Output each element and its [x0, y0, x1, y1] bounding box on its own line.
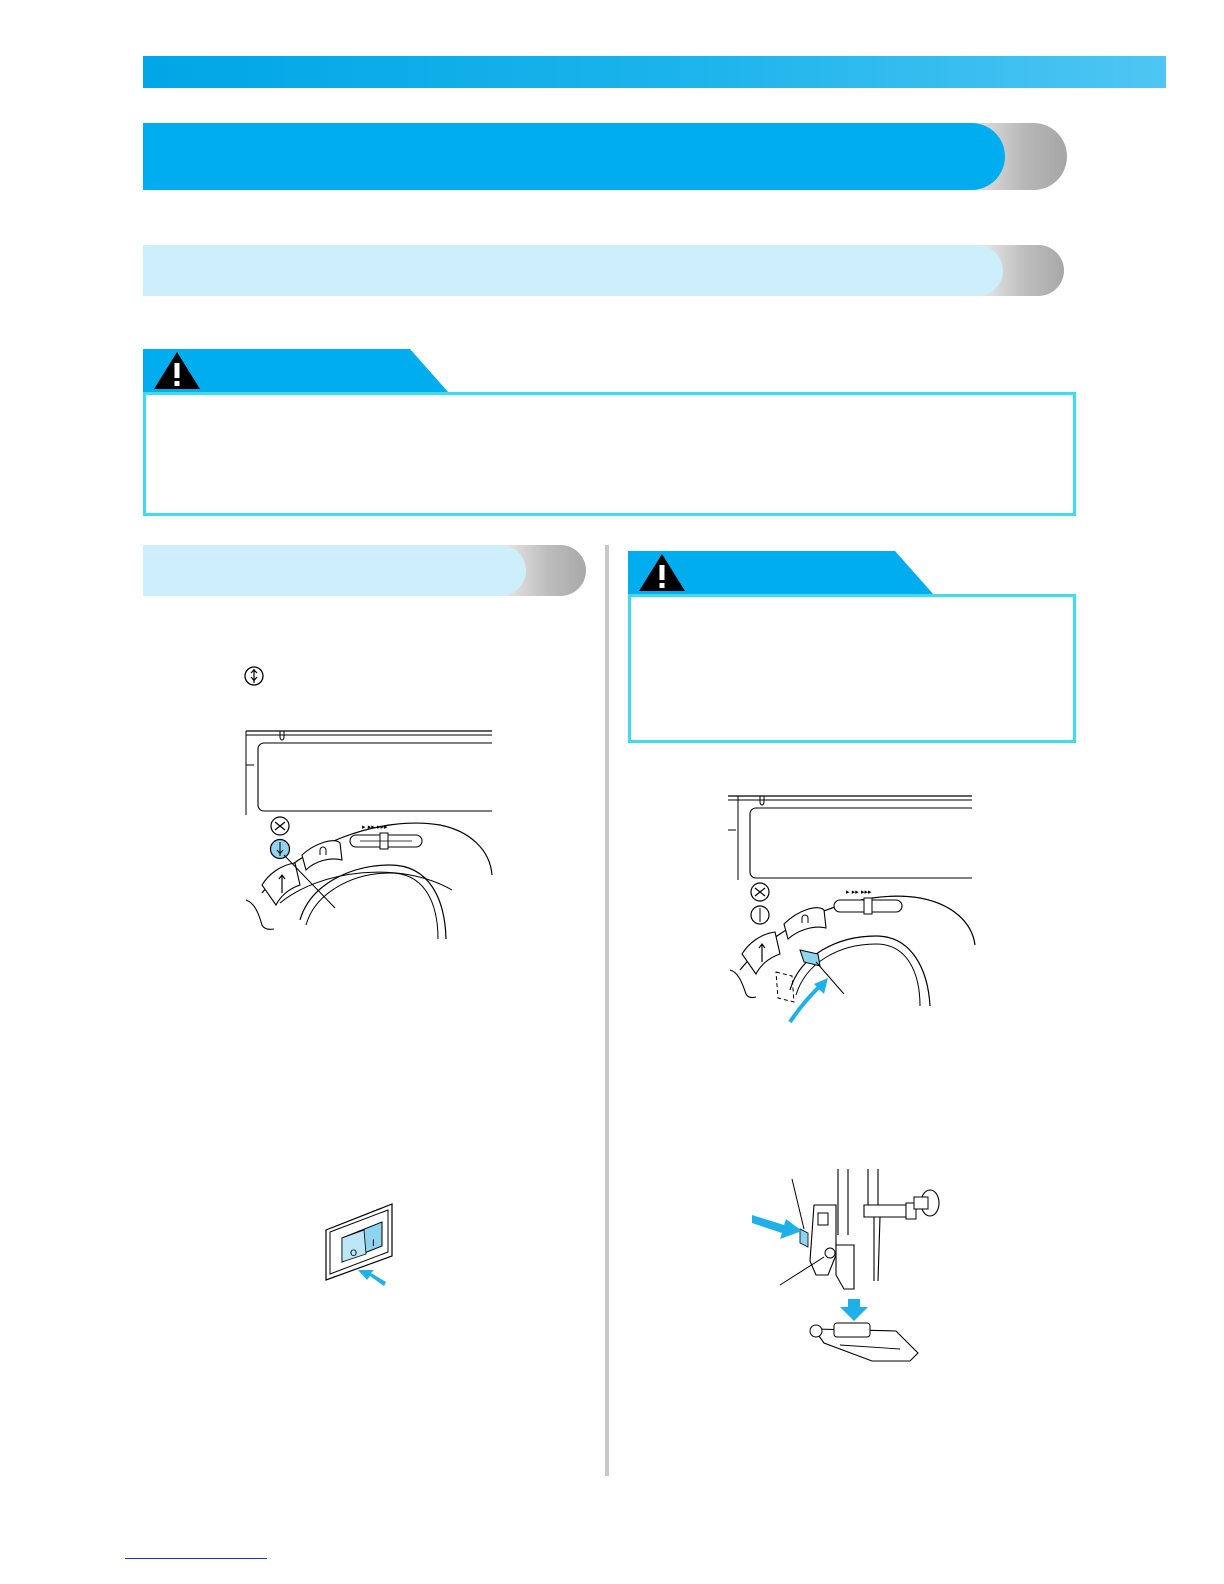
figure-presser-foot-lever: [720, 790, 980, 1030]
svg-text:▸ ▸▸ ▸▸▸: ▸ ▸▸ ▸▸▸: [362, 823, 388, 831]
svg-text:▸ ▸▸ ▸▸▸: ▸ ▸▸ ▸▸▸: [846, 888, 872, 896]
scissors-icon: [271, 817, 289, 835]
warning-tab: [628, 551, 934, 595]
subsection-heading-bar: [143, 545, 586, 596]
footer-link-underline[interactable]: [125, 1558, 267, 1559]
start-stop-icon: [262, 863, 300, 905]
presser-foot-holder: [800, 1205, 854, 1289]
needle-position-button: [271, 840, 290, 859]
reverse-stitch-icon: [302, 841, 342, 870]
title-bar-fill: [143, 123, 1005, 190]
figure-power-switch: [320, 1200, 400, 1292]
start-stop-icon: [742, 932, 780, 974]
arrow-icon: [358, 1270, 386, 1286]
speed-slider-icon: [350, 823, 422, 849]
figure-presser-foot-attach: [750, 1165, 950, 1375]
warning-box: [628, 594, 1076, 743]
figure-needle-position-button: [240, 725, 500, 945]
reverse-stitch-icon: [784, 908, 826, 939]
header-color-strip: [143, 56, 1166, 88]
scissors-icon: [751, 883, 769, 901]
chapter-title-bar: [143, 123, 1067, 190]
section-heading-bar: [143, 245, 1064, 296]
subsection-bar-fill: [143, 545, 526, 596]
speed-slider-icon: [834, 888, 902, 914]
svg-text:O: O: [350, 1249, 358, 1259]
arrow-icon: [790, 978, 828, 1022]
needle-position-icon: [751, 906, 769, 924]
arrow-icon: [840, 1299, 868, 1321]
needle-position-icon: [243, 665, 265, 687]
presser-foot: [810, 1323, 918, 1361]
svg-text:I: I: [372, 1239, 375, 1249]
section-bar-fill: [143, 245, 1003, 296]
column-divider: [605, 545, 609, 1476]
warning-box: [143, 392, 1076, 516]
warning-tab: [143, 349, 449, 393]
arrow-icon: [752, 1215, 802, 1239]
